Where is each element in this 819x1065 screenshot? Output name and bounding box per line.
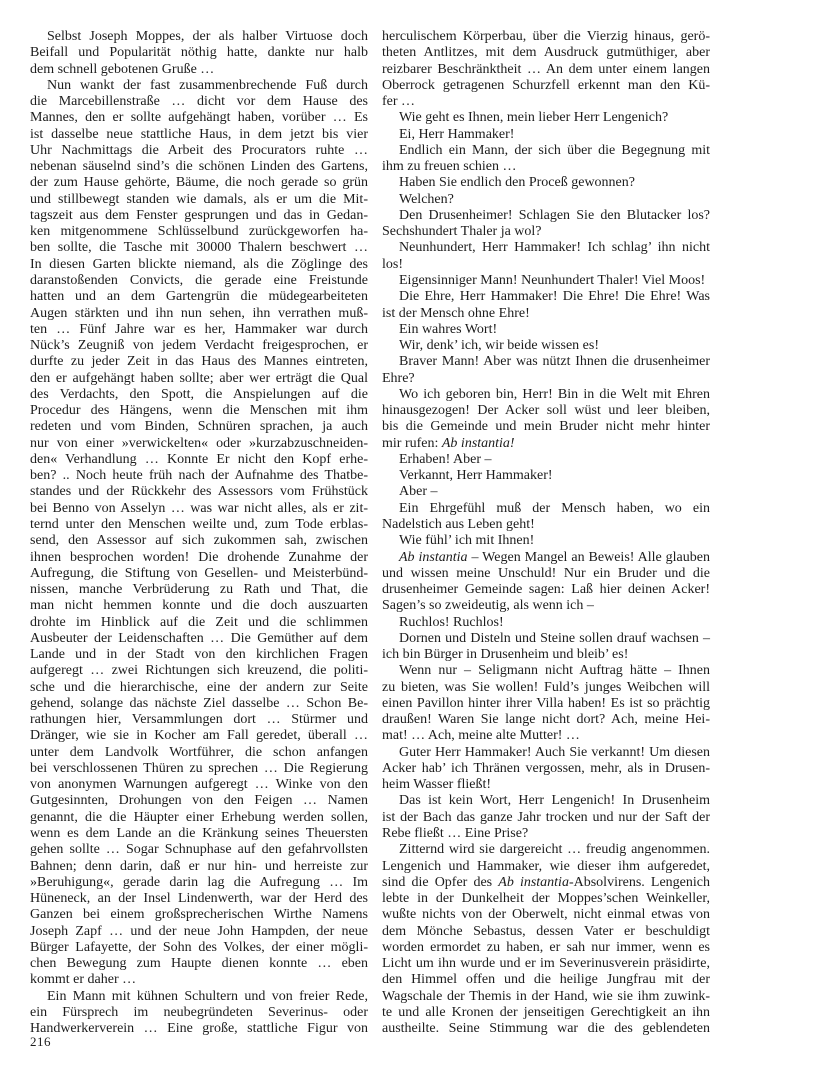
text-line-content: Ein Mann mit kühnen Schultern und von freier Rede,: [47, 988, 368, 1004]
text-line: [382, 401, 710, 417]
text-line: [382, 791, 710, 807]
text-line: [30, 43, 368, 59]
text-line-content: Braver Mann! Aber was nützt Ihnen die drusenheimer: [399, 354, 710, 370]
text-line: [30, 938, 368, 954]
text-line: [382, 434, 710, 450]
text-line-content: austheilte. Seine Stimmung war die des geblendeten: [382, 1021, 710, 1037]
text-line: [30, 173, 368, 189]
text-line-content: dem schnell gebotenen Gruße …: [30, 61, 215, 77]
text-line: [30, 987, 368, 1003]
text-column-right: [382, 27, 710, 1035]
text-line-content: Acker hab’ ich Thränen vergossen, mehr, als in Drusen-: [382, 760, 710, 776]
text-line-content: Ein Ehrgefühl muß der Mensch haben, wo ein: [399, 500, 710, 516]
text-line-content: Lande und in der Stadt von den kirchlichen Fragen: [30, 647, 368, 663]
text-line: [30, 661, 368, 677]
text-line-content: send, den Assessor auf sich zukommen sah, zwischen: [30, 533, 368, 549]
text-line: [382, 987, 710, 1003]
text-line: [30, 515, 368, 531]
text-line: [30, 596, 368, 612]
text-line: [382, 580, 710, 596]
text-line: [382, 661, 710, 677]
text-line-content: »Beruhigung«, gerade darin lag die Aufregung … Im: [30, 874, 368, 890]
text-line-content: Eigensinniger Mann! Neunhundert Thaler! Viel Moos!: [399, 272, 706, 288]
text-line: [382, 613, 710, 629]
text-line: [30, 92, 368, 108]
text-line-content: te und alle Kronen der jenseitigen Gerechtigkeit an ihn: [382, 1004, 710, 1020]
text-line-content: durfte zu jeder Zeit in das Haus des Mannes eintreten,: [30, 354, 368, 370]
text-line-content: Ausbeuter der Leidenschaften … Die Gemüther auf dem: [30, 630, 368, 646]
text-line-content: Licht um ihn wurde und er im Severinusverein präsidirte,: [382, 956, 710, 972]
text-line: [382, 125, 710, 141]
text-line: [382, 466, 710, 482]
text-line: [30, 450, 368, 466]
text-line-content: Aber –: [399, 484, 438, 500]
text-line: [30, 905, 368, 921]
text-line: [382, 271, 710, 287]
text-line-content: dem Mönche Sebastus, dessen Vater er beschuldigt: [382, 923, 710, 939]
text-line: [30, 548, 368, 564]
text-line-content: und wissen meine Unschuld! Nur ein Bruder und die: [382, 565, 710, 581]
text-line: [30, 434, 368, 450]
text-line: [30, 336, 368, 352]
text-line: [382, 190, 710, 206]
text-line-content: Gutgesinnten, Drohungen von den Feigen … Namen: [30, 793, 368, 809]
text-line: [30, 531, 368, 547]
text-line: [382, 857, 710, 873]
text-line-content: Beifall und Popularität nöthig hatte, dankte nur halb: [30, 45, 368, 61]
text-line-content: Handwerkerverein … Eine große, stattliche Figur von: [30, 1021, 368, 1037]
text-line: [382, 369, 710, 385]
text-line: [382, 1003, 710, 1019]
text-line-content: bis die Gemeinde und mein Bruder nicht mehr hinter: [382, 419, 710, 435]
text-line-content: Den Drusenheimer! Schlagen Sie den Blutacker los?: [399, 207, 710, 223]
text-line: [382, 938, 710, 954]
text-line-content: Ganzen bei einem großsprecherischen Wirthe Namens: [30, 907, 368, 923]
text-line: [382, 222, 710, 238]
text-line-content: Ab instantia – Wegen Mangel an Beweis! Alle glauben: [399, 549, 710, 565]
text-line-content: nebenan säuselnd sind’s die schönen Linden des Gartens,: [30, 159, 368, 175]
text-line-content: den Himmel offen und die heilige Jungfrau mit der: [382, 972, 710, 988]
text-line: [30, 629, 368, 645]
text-line-content: Bürger Lafayette, der Sohn des Volkes, der einer mögli-: [30, 939, 368, 955]
text-line-content: Ei, Herr Hammaker!: [399, 126, 515, 142]
text-line-content: los!: [382, 256, 403, 272]
text-line-content: reizbarer Beschränktheit … An dem unter einem langen: [382, 61, 710, 77]
text-line: [30, 499, 368, 515]
text-line-content: drusenheimer Gemeinde sagen: Laß hier deinen Acker!: [382, 582, 710, 598]
text-line-content: redeten und vom Binden, Schnüren sprachen, ja auch: [30, 419, 368, 435]
text-line-content: aufgeregt … zwei Richtungen sich kreuzend, die politi-: [30, 663, 368, 679]
text-line: [382, 482, 710, 498]
text-line: [382, 824, 710, 840]
text-line: [382, 238, 710, 254]
text-line: [382, 629, 710, 645]
text-line-content: sind die Opfer des Ab instantia-Absolvirens. Lengenich: [382, 874, 710, 890]
text-line: [30, 954, 368, 970]
text-line: [382, 27, 710, 43]
text-line-content: worden ermordet zu haben, er sah nur immer, wenn es: [382, 939, 710, 955]
text-line-content: heim Wasser fließt!: [382, 777, 492, 793]
text-line-content: Zitternd wird sie dargereicht … freudig angenommen.: [399, 842, 710, 858]
text-line-content: man nicht hemmen konnte und die doch auszuarten: [30, 598, 368, 614]
text-line: [382, 450, 710, 466]
text-line-content: Endlich ein Mann, der sich über die Begegnung mit: [399, 142, 710, 158]
text-line: [382, 531, 710, 547]
text-line-content: Hüneneck, an der Insel Lindenwerth, war der Herd des: [30, 891, 368, 907]
text-line: [30, 320, 368, 336]
text-line: [30, 857, 368, 873]
text-line: [382, 76, 710, 92]
text-line: [30, 108, 368, 124]
text-line: [382, 108, 710, 124]
text-line: [30, 27, 368, 43]
text-line: [30, 694, 368, 710]
text-line-content: ihnen besprochen worden! Die drohende Zunahme der: [30, 549, 368, 565]
text-line-content: Lengenich und Hammaker, wie dieser ihm aufgeredet,: [382, 858, 710, 874]
text-line: [382, 515, 710, 531]
text-line-content: Erhaben! Aber –: [399, 451, 492, 467]
text-line-content: ten … Fünf Jahre war es her, Hammaker war durch: [30, 321, 368, 337]
text-columns: [30, 27, 710, 1035]
text-line: [382, 304, 710, 320]
text-line-content: des Verdachts, den Spott, die Anspielungen auf die: [30, 386, 368, 402]
text-line: [382, 206, 710, 222]
text-line: [382, 1019, 710, 1035]
text-line-content: Wir, denk’ ich, wir beide wissen es!: [399, 338, 599, 354]
text-line: [382, 548, 710, 564]
text-line-content: ben sollte, die Tasche mit 30000 Thalern beschwert …: [30, 240, 368, 256]
text-line: [382, 385, 710, 401]
text-line-content: Haben Sie endlich den Proceß gewonnen?: [399, 175, 635, 191]
page-number: 216: [30, 1034, 51, 1049]
text-line: [30, 369, 368, 385]
text-line-content: Wie fühl’ ich mit Ihnen!: [399, 533, 535, 549]
text-line: [30, 678, 368, 694]
text-line-content: Uhr Nachmittags die Arbeit des Procurators ruhte …: [30, 142, 368, 158]
text-line-content: mat! … Ach, meine alte Mutter! …: [382, 728, 580, 744]
text-line-content: daranstoßenden Convicts, die gerade eine Freistunde: [30, 272, 368, 288]
text-line-content: ihm zu freuen schien …: [382, 159, 517, 175]
text-line-content: ist der Mensch ohne Ehre!: [382, 305, 530, 321]
text-line: [382, 954, 710, 970]
text-line: [30, 287, 368, 303]
text-line: [30, 1003, 368, 1019]
text-line-content: nur von einer »verwickelten« oder »kurzabzuschneiden-: [30, 435, 368, 451]
text-line: [30, 238, 368, 254]
text-line-content: Nadelstich aus Leben geht!: [382, 516, 535, 532]
text-line-content: kommt er daher …: [30, 972, 137, 988]
text-line: [382, 775, 710, 791]
text-line-content: Guter Herr Hammaker! Auch Sie verkannt! Um diesen: [399, 744, 710, 760]
text-line-content: Procedur des Hängens, wenn die Menschen mit ihm: [30, 403, 368, 419]
text-line-content: ist der Bach das ganze Jahr trocken und nur der Saft der: [382, 809, 710, 825]
text-line-content: unter dem Landvolk Wortführer, die schon anfangen: [30, 744, 368, 760]
text-line-content: ternd unter den Menschen weilte und, zum Tode erblas-: [30, 516, 368, 532]
text-line-content: mir rufen: Ab instantia!: [382, 435, 515, 451]
text-line-content: Joseph Zapf … und der neue John Hampden, der neue: [30, 923, 368, 939]
text-line-content: ist dasselbe neue stattliche Haus, in dem jetzt bis vier: [30, 126, 368, 142]
text-line: [30, 255, 368, 271]
text-line-content: ken mitgenommene Schlüsselbund zurückgeworfen ha-: [30, 224, 368, 240]
text-line-content: Welchen?: [399, 191, 454, 207]
text-line: [30, 222, 368, 238]
text-line-content: Aufregung, die Stiftung von Gesellen- und Meisterbünd-: [30, 565, 368, 581]
text-line: [30, 775, 368, 791]
text-line-content: Ehre?: [382, 370, 415, 386]
text-line-content: hatten und an dem Gartengrün die müdegearbeiteten: [30, 289, 368, 305]
text-line: [30, 613, 368, 629]
text-line-content: standes und der Rückkehr des Assessors vom Frühstück: [30, 484, 368, 500]
text-line: [30, 808, 368, 824]
text-line: [382, 645, 710, 661]
text-line: [30, 970, 368, 986]
text-line-content: zu bieten, was Sie wollen! Fuld’s junges Weibchen will: [382, 679, 710, 695]
text-line: [382, 352, 710, 368]
text-line: [382, 726, 710, 742]
text-line: [30, 922, 368, 938]
text-line-content: Sechshundert Thaler ja wol?: [382, 224, 542, 240]
text-line: [382, 678, 710, 694]
text-line-content: und stillbewegt standen wie damals, als er um die Mit-: [30, 191, 368, 207]
text-line-content: drohte im Hinblick auf die Zeit und die schlimmen: [30, 614, 368, 630]
text-line: [382, 743, 710, 759]
text-line-content: Bahnen; denn darin, daß er nur hin- und herreiste zur: [30, 858, 368, 874]
text-line: [382, 922, 710, 938]
text-line: [382, 840, 710, 856]
text-line-content: nissen, manche Verbrüderung zu Rath und That, die: [30, 582, 368, 598]
text-line-content: Wenn nur – Seligmann nicht Auftrag hätte – Ihnen: [399, 663, 710, 679]
text-line-content: die Marcebillenstraße … dicht vor dem Hause des: [30, 94, 368, 110]
text-line: [30, 271, 368, 287]
text-line-content: Wo ich geboren bin, Herr! Bin in die Welt mit Ehren: [399, 386, 710, 402]
text-line-content: gehend, solange das nächste Ziel dasselbe … Schon Be-: [30, 695, 368, 711]
text-line: [30, 466, 368, 482]
text-line: [30, 352, 368, 368]
text-line-content: sche und die hierarchische, eine der andern zur Seite: [30, 679, 368, 695]
text-line: [30, 726, 368, 742]
text-line: [382, 905, 710, 921]
text-line-content: lebte in der Dunkelheit der Moppes’schen Weinkeller,: [382, 891, 710, 907]
text-line: [382, 694, 710, 710]
text-line-content: draußen! Waren Sie lange nicht dort? Ach, meine Hei-: [382, 712, 710, 728]
text-line-content: Dränger, wie sie in Kocher am Fall geredet, überall …: [30, 728, 368, 744]
text-line-content: den« Verhandlung … Konnte Er nicht den Kopf erhe-: [30, 451, 368, 467]
text-line: [30, 840, 368, 856]
text-line: [382, 889, 710, 905]
text-line: [30, 401, 368, 417]
text-line-content: Rebe fließt … Eine Prise?: [382, 826, 529, 842]
text-line-content: den er aufgehängt haben sollte; aber wer erträgt die Qual: [30, 370, 368, 386]
text-line-content: Sagen’s so zweideutig, als wenn ich –: [382, 598, 594, 614]
text-line-content: bei Benno von Asselyn … was war nicht alles, als er zit-: [30, 500, 368, 516]
text-line: [30, 482, 368, 498]
text-line: [382, 92, 710, 108]
text-line: [30, 141, 368, 157]
text-line: [382, 255, 710, 271]
text-line-content: Das ist kein Wort, Herr Lengenich! In Drusenheim: [399, 793, 710, 809]
text-line: [30, 60, 368, 76]
text-line-content: In diesen Garten blickte niemand, als die Zöglinge des: [30, 256, 368, 272]
text-line: [382, 596, 710, 612]
text-line-content: Nun wankt der fast zusammenbrechende Fuß durch: [47, 77, 368, 93]
text-line: [382, 808, 710, 824]
text-line: [382, 287, 710, 303]
text-line: [382, 60, 710, 76]
text-line-content: ben? .. Noch heute früh nach der Aufnahme des Thatbe-: [30, 468, 368, 484]
text-line-content: rathungen hier, Versammlungen dort … Stürmer und: [30, 712, 368, 728]
text-line: [30, 564, 368, 580]
text-line: [30, 190, 368, 206]
text-line-content: Nück’s Zeugniß von jedem Verdacht freigesprochen, er: [30, 338, 368, 354]
text-line: [30, 304, 368, 320]
text-line: [30, 417, 368, 433]
text-line: [30, 791, 368, 807]
text-line: [30, 1019, 368, 1035]
text-line-content: Verkannt, Herr Hammaker!: [399, 468, 553, 484]
text-line-content: gehen sollte … Sogar Schnuphase auf den gefahrvollsten: [30, 842, 368, 858]
text-line: [382, 970, 710, 986]
text-line-content: Selbst Joseph Moppes, der als halber Virtuose doch: [47, 29, 368, 44]
text-line: [30, 645, 368, 661]
text-line-content: tagszeit aus dem Fenster gesprungen und das in Gedan-: [30, 207, 368, 223]
text-line-content: Dornen und Disteln und Steine sollen drauf wachsen –: [399, 630, 710, 646]
text-line: [30, 125, 368, 141]
text-line: [382, 499, 710, 515]
text-line-content: ich bin Bürger in Drusenheim und bleib’ es!: [382, 647, 629, 663]
text-line-content: bei verschlossenen Thüren zu sprechen … Die Regierung: [30, 760, 368, 776]
text-line-content: Augen stärkten und ihn nun sehen, ihn verrathen muß-: [30, 305, 368, 321]
text-line: [382, 141, 710, 157]
text-line-content: chen Bewegung zum Haupte dienen konnte … eben: [30, 956, 368, 972]
text-column-left: [30, 27, 368, 1035]
text-line: [382, 320, 710, 336]
text-line: [382, 157, 710, 173]
text-line: [382, 873, 710, 889]
text-line-content: einen Pavillon hinter ihrer Villa haben! Es ist so prächtig: [382, 695, 710, 711]
text-line-content: Neunhundert, Herr Hammaker! Ich schlag’ ihn nicht: [399, 240, 710, 256]
text-line: [382, 336, 710, 352]
text-line-content: genannt, die die Häupter einer Erhebung werden sollen,: [30, 809, 368, 825]
text-line-content: Mannes, den er sollte aufgehängt haben, vorüber … Es: [30, 110, 368, 126]
text-line-content: der zum Hause gehörte, Bäume, die noch gerade so grün: [30, 175, 368, 191]
text-line-content: Ruchlos! Ruchlos!: [399, 614, 504, 630]
text-line-content: Oberrock getragenen Schurzfell erkennt man den Kü-: [382, 77, 710, 93]
text-line: [30, 76, 368, 92]
text-line-content: von anonymen Warnungen aufgeregt … Winke von den: [30, 777, 368, 793]
text-line-content: ein Fürsprech im neubegründeten Severinus- oder: [30, 1004, 368, 1020]
text-line: [382, 564, 710, 580]
text-line: [30, 824, 368, 840]
text-line-content: Wagschale der Themis in der Hand, wie sie ihm zuwink-: [382, 988, 710, 1004]
text-line: [382, 710, 710, 726]
text-line: [382, 43, 710, 59]
text-line: [30, 157, 368, 173]
text-line: [382, 417, 710, 433]
text-line: [30, 873, 368, 889]
text-line: [30, 206, 368, 222]
text-line: [30, 385, 368, 401]
text-line-content: theten Antlitzes, mit dem Ausdruck gutmüthiger, aber: [382, 45, 710, 61]
text-line-content: herculischem Körperbau, über die Vierzig hinaus, gerö-: [382, 29, 710, 44]
text-line-content: Die Ehre, Herr Hammaker! Die Ehre! Die Ehre! Was: [399, 289, 710, 305]
text-line: [30, 889, 368, 905]
text-line-content: wenn es dem Lande an die Kränkung seines Theuersten: [30, 826, 368, 842]
text-line-content: Wie geht es Ihnen, mein lieber Herr Lengenich?: [399, 110, 669, 126]
text-line: [30, 580, 368, 596]
text-line: [30, 710, 368, 726]
text-line: [30, 743, 368, 759]
text-line-content: wußte nichts von der Oberwelt, nicht einmal etwas von: [382, 907, 710, 923]
text-line: [30, 759, 368, 775]
text-line-content: hinausgezogen! Der Acker soll wüst und leer bleiben,: [382, 403, 710, 419]
text-line-content: fer …: [382, 94, 416, 110]
text-line: [382, 759, 710, 775]
text-line: [382, 173, 710, 189]
text-line-content: Ein wahres Wort!: [399, 321, 498, 337]
